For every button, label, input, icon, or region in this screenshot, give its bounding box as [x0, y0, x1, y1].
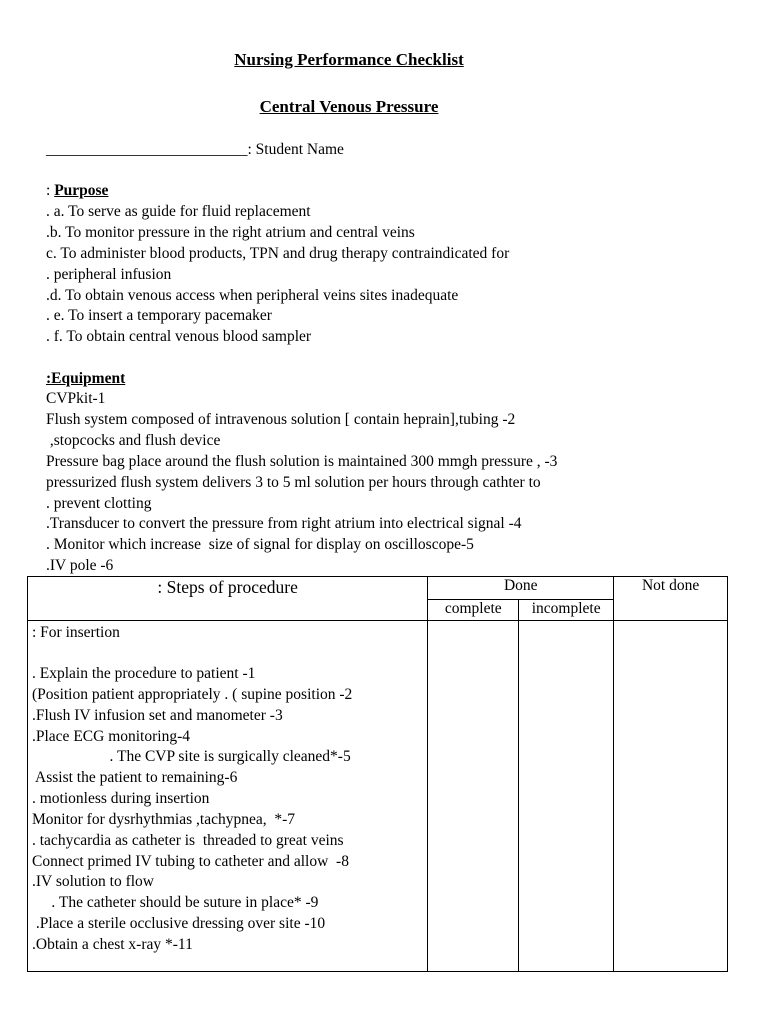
purpose-item: .d. To obtain venous access when peripheral veins sites inadequate [46, 287, 459, 304]
not-done-header: Not done [614, 577, 728, 621]
purpose-prefix: : [46, 182, 55, 199]
step-line: .IV solution to flow [32, 873, 154, 890]
student-name-line: __________________________: Student Name [46, 141, 344, 158]
step-line: Connect primed IV tubing to catheter and allow -8 [32, 853, 349, 870]
purpose-item: c. To administer blood products, TPN and drug therapy contraindicated for [46, 245, 510, 262]
equipment-item: CVPkit-1 [46, 390, 106, 407]
equipment-item: .IV pole -6 [46, 557, 114, 574]
incomplete-header: incomplete [519, 600, 614, 621]
step-line: .Flush IV infusion set and manometer -3 [32, 707, 283, 724]
step-line: Monitor for dysrhythmias ,tachypnea, *-7 [32, 811, 296, 828]
step-line: . The CVP site is surgically cleaned*-5 [32, 748, 351, 765]
checklist-table [27, 576, 728, 972]
step-line: .Place ECG monitoring-4 [32, 728, 190, 745]
not-done-cell[interactable] [614, 621, 728, 972]
step-line: . motionless during insertion [32, 790, 210, 807]
step-line: . The catheter should be suture in place* -9 [32, 894, 319, 911]
purpose-item: . f. To obtain central venous blood sampler [46, 328, 312, 345]
step-line: .Place a sterile occlusive dressing over site -10 [32, 915, 326, 932]
purpose-item: . peripheral infusion [46, 266, 172, 283]
equipment-item: . Monitor which increase size of signal for display on oscilloscope-5 [46, 536, 474, 553]
equipment-item: . prevent clotting [46, 495, 152, 512]
purpose-heading-line [46, 181, 108, 201]
equipment-item: pressurized flush system delivers 3 to 5 ml solution per hours through cathter to [46, 474, 541, 491]
step-line: Assist the patient to remaining-6 [32, 769, 238, 786]
step-line: : For insertion [32, 624, 120, 641]
steps-header: : Steps of procedure [28, 577, 428, 621]
step-line: . tachycardia as catheter is threaded to great veins [32, 832, 344, 849]
purpose-item: . a. To serve as guide for fluid replacement [46, 203, 311, 220]
purpose-item: . e. To insert a temporary pacemaker [46, 307, 272, 324]
step-line: . Explain the procedure to patient -1 [32, 665, 256, 682]
equipment-item: ,stopcocks and flush device [46, 432, 221, 449]
equipment-heading: :Equipment [46, 370, 126, 387]
page-subtitle: Central Venous Pressure [259, 97, 439, 116]
steps-cell [28, 621, 428, 972]
equipment-item: Flush system composed of intravenous solution [ contain heprain],tubing -2 [46, 411, 516, 428]
purpose-item: .b. To monitor pressure in the right atrium and central veins [46, 224, 415, 241]
step-line: .Obtain a chest x-ray *-11 [32, 936, 193, 953]
equipment-item: Pressure bag place around the flush solution is maintained 300 mmgh pressure , -3 [46, 453, 558, 470]
incomplete-cell[interactable] [519, 621, 614, 972]
equipment-item: .Transducer to convert the pressure from right atrium into electrical signal -4 [46, 515, 522, 532]
purpose-heading: Purpose [54, 182, 109, 199]
complete-header: complete [428, 600, 519, 621]
page-title: Nursing Performance Checklist [234, 50, 464, 69]
step-line: (Position patient appropriately . ( supine position -2 [32, 686, 353, 703]
done-header: Done [428, 577, 614, 600]
complete-cell[interactable] [428, 621, 519, 972]
